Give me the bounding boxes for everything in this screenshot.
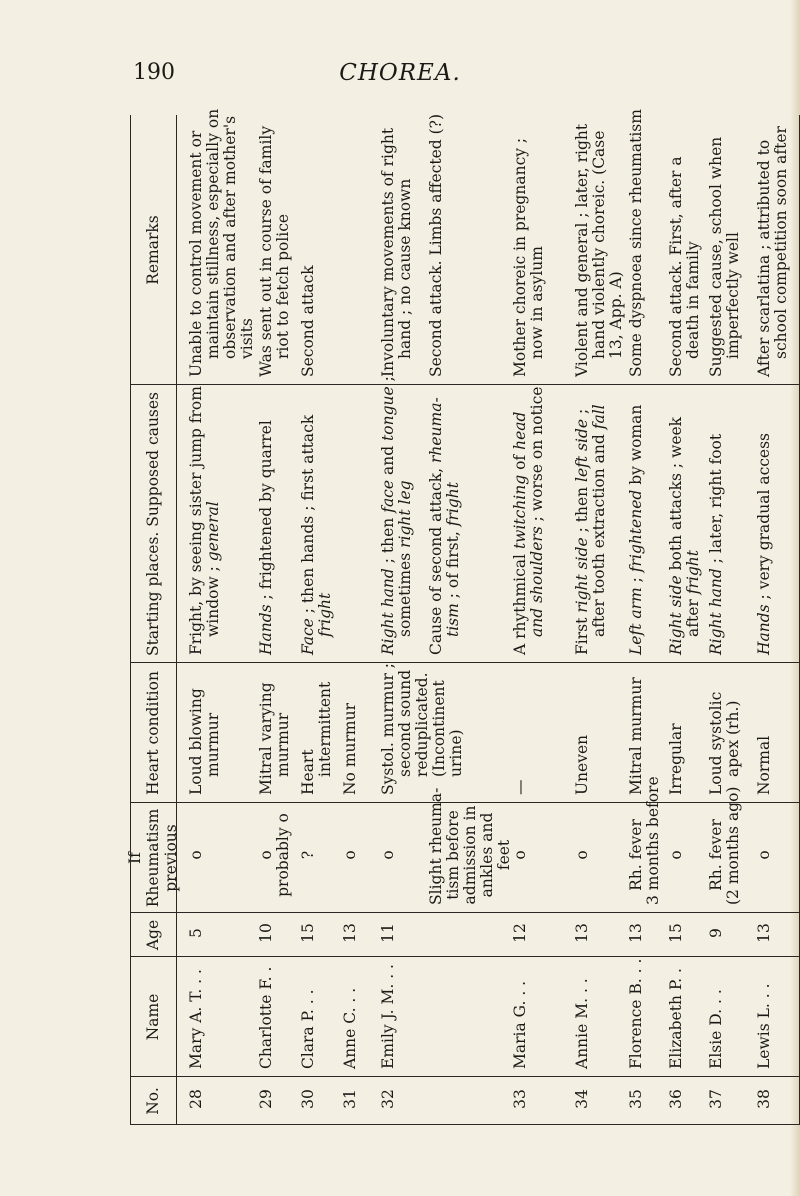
row-2-remarks-line-0: Second attack bbox=[299, 265, 317, 377]
row-2-starting-line-0: Face ; then hands ; first attack bbox=[299, 414, 317, 655]
row-7-starting-line-1: after tooth extraction and fall bbox=[590, 404, 608, 637]
row-3-age: 13 bbox=[341, 923, 359, 943]
row-5-starting-line-0: Cause of second attack, rheuma- bbox=[427, 397, 445, 655]
header-no: No. bbox=[144, 1087, 162, 1115]
row-6-name: Maria G. . . bbox=[511, 980, 529, 1069]
row-1-age: 10 bbox=[257, 923, 275, 943]
rule-col-remarks bbox=[130, 384, 800, 385]
rotated-case-table bbox=[126, 108, 800, 1125]
row-9-starting-line-1: after fright bbox=[684, 550, 702, 637]
row-8-rheum-line-1: 3 months before bbox=[644, 776, 662, 905]
row-6-remarks-line-0: Mother choreic in pregnancy ; bbox=[511, 137, 529, 377]
row-10-name: Elsie D. . . bbox=[707, 989, 725, 1069]
row-11-name: Lewis L. . . bbox=[755, 983, 773, 1069]
row-9-name: Elizabeth P. . bbox=[667, 968, 685, 1069]
row-11-remarks-line-0: After scarlatina ; attributed to bbox=[755, 139, 773, 377]
row-4-heart-line-3: (Incontinent bbox=[430, 680, 448, 777]
row-0-heart-line-1: murmur bbox=[204, 712, 222, 777]
row-7-rheum-line-0: o bbox=[573, 850, 591, 860]
row-2-age: 15 bbox=[299, 923, 317, 943]
running-head: CHOREA. bbox=[339, 60, 461, 86]
header-remarks: Remarks bbox=[144, 215, 162, 285]
header-starting-places: Starting places. Supposed causes bbox=[144, 391, 162, 657]
row-5-starting-line-1: tism ; of first, fright bbox=[444, 482, 462, 637]
row-7-remarks-line-1: hand violently choreic. (Case bbox=[590, 130, 608, 359]
row-5-remarks-line-0: Second attack. Limbs affected (?) bbox=[427, 113, 445, 377]
row-7-heart-line-0: Uneven bbox=[573, 734, 591, 795]
row-8-remarks-line-0: Some dyspnoea since rheumatism bbox=[627, 109, 645, 377]
row-0-no: 28 bbox=[187, 1089, 205, 1109]
row-10-heart-line-0: Loud systolic bbox=[707, 691, 725, 795]
row-0-starting-line-0: Fright, by seeing sister jump from bbox=[187, 386, 205, 655]
row-0-remarks-line-0: Unable to control movement or bbox=[187, 130, 205, 377]
row-5-rheum-line-1: tism before bbox=[444, 810, 462, 900]
row-5-rheum-line-0: Slight rheuma- bbox=[427, 787, 445, 905]
row-0-remarks-line-3: visits bbox=[238, 318, 256, 359]
row-4-remarks-line-0: Involuntary movements of right bbox=[379, 127, 397, 377]
row-9-rheum-line-0: o bbox=[667, 850, 685, 860]
row-2-heart-line-0: Heart bbox=[299, 749, 317, 795]
row-8-rheum-line-0: Rh. fever bbox=[627, 819, 645, 891]
row-4-no: 32 bbox=[379, 1089, 397, 1109]
row-9-remarks-line-1: death in family bbox=[684, 241, 702, 359]
row-4-starting-line-1: sometimes right leg bbox=[396, 480, 414, 637]
row-1-starting-line-0: Hands ; frightened by quarrel bbox=[257, 420, 275, 655]
row-0-remarks-line-1: maintain stillness, especially on bbox=[204, 108, 222, 359]
row-7-age: 13 bbox=[573, 923, 591, 943]
row-4-starting-line-0: Right hand ; then face and tongue ; bbox=[379, 376, 397, 655]
row-8-name: Florence B. . . bbox=[627, 958, 645, 1069]
row-9-no: 36 bbox=[667, 1089, 685, 1109]
row-7-no: 34 bbox=[573, 1089, 591, 1109]
row-1-name: Charlotte F. . bbox=[257, 966, 275, 1069]
row-10-no: 37 bbox=[707, 1089, 725, 1109]
header-rheumatism bbox=[126, 803, 180, 913]
row-9-heart-line-0: Irregular bbox=[667, 723, 685, 795]
row-2-no: 30 bbox=[299, 1089, 317, 1109]
row-0-name: Mary A. T. . . bbox=[187, 969, 205, 1069]
page-number: 190 bbox=[133, 60, 175, 85]
rule-top bbox=[130, 115, 131, 1125]
row-3-no: 31 bbox=[341, 1089, 359, 1109]
row-6-starting-line-0: A rhythmical twitching of head bbox=[511, 411, 529, 655]
row-9-starting-line-0: Right side both attacks ; week bbox=[667, 416, 685, 655]
row-1-rheum-line-1: probably o bbox=[274, 813, 292, 897]
row-8-age: 13 bbox=[627, 923, 645, 943]
row-10-remarks-line-0: Suggested cause, school when bbox=[707, 136, 725, 377]
row-6-rheum-line-0: o bbox=[511, 850, 529, 860]
row-4-age: 11 bbox=[379, 923, 397, 943]
row-2-rheum-line-0: ? bbox=[299, 850, 317, 860]
row-4-heart-line-2: reduplicated. bbox=[413, 672, 431, 777]
row-7-remarks-line-2: 13, App. A) bbox=[607, 271, 625, 359]
row-6-remarks-line-1: now in asylum bbox=[528, 246, 546, 359]
rule-col-starting bbox=[130, 662, 800, 663]
row-6-age: 12 bbox=[511, 923, 529, 943]
row-1-no: 29 bbox=[257, 1089, 275, 1109]
row-10-starting-line-0: Right hand ; later, right foot bbox=[707, 433, 725, 655]
row-4-heart-line-0: Systol. murmur ; bbox=[379, 662, 397, 795]
row-5-rheum-line-3: ankles and bbox=[478, 812, 496, 898]
row-11-age: 13 bbox=[755, 923, 773, 943]
header-heart-condition: Heart condition bbox=[144, 671, 162, 795]
row-4-remarks-line-1: hand ; no cause known bbox=[396, 178, 414, 359]
rule-col-heart bbox=[130, 802, 800, 803]
row-10-remarks-line-1: imperfectly well bbox=[724, 232, 742, 359]
row-4-heart-line-4: urine) bbox=[447, 729, 465, 777]
row-11-no: 38 bbox=[755, 1089, 773, 1109]
row-0-rheum-line-0: o bbox=[187, 850, 205, 860]
row-9-remarks-line-0: Second attack. First, after a bbox=[667, 156, 685, 377]
row-4-heart-line-1: second sound bbox=[396, 669, 414, 777]
row-0-heart-line-0: Loud blowing bbox=[187, 688, 205, 795]
row-9-age: 15 bbox=[667, 923, 685, 943]
row-5-rheum-line-4: feet bbox=[495, 839, 513, 871]
header-rheumatism-line1: If Rheumatism bbox=[126, 808, 162, 908]
header-name: Name bbox=[144, 993, 162, 1041]
row-2-heart-line-1: intermittent bbox=[316, 681, 334, 777]
row-5-rheum-line-2: admission in bbox=[461, 805, 479, 905]
row-3-heart-line-0: No murmur bbox=[341, 702, 359, 795]
row-11-remarks-line-1: school competition soon after bbox=[772, 126, 790, 359]
row-0-starting-line-1: window ; general bbox=[204, 501, 222, 637]
row-11-rheum-line-0: o bbox=[755, 850, 773, 860]
row-4-rheum-line-0: o bbox=[379, 850, 397, 860]
row-11-heart-line-0: Normal bbox=[755, 735, 773, 795]
row-4-name: Emily J. M. . . bbox=[379, 964, 397, 1069]
row-6-starting-line-1: and shoulders ; worse on notice bbox=[528, 386, 546, 637]
row-10-rheum-line-0: Rh. fever bbox=[707, 819, 725, 891]
rule-header bbox=[176, 115, 177, 1125]
row-3-rheum-line-0: o bbox=[341, 850, 359, 860]
row-1-rheum-line-0: o bbox=[257, 850, 275, 860]
row-3-name: Anne C. . . bbox=[341, 987, 359, 1069]
row-8-starting-line-0: Left arm ; frightened by woman bbox=[627, 404, 645, 655]
row-1-heart-line-0: Mitral varying bbox=[257, 682, 275, 795]
row-0-remarks-line-2: observation and after mother's bbox=[221, 115, 239, 359]
row-10-heart-line-1: apex (rh.) bbox=[724, 700, 742, 777]
row-6-no: 33 bbox=[511, 1089, 529, 1109]
row-8-no: 35 bbox=[627, 1089, 645, 1109]
row-2-starting-line-1: fright bbox=[316, 592, 334, 637]
row-7-starting-line-0: First right side ; then left side ; bbox=[573, 408, 591, 655]
row-1-remarks-line-1: riot to fetch police bbox=[274, 213, 292, 359]
row-7-name: Annie M. . . bbox=[573, 978, 591, 1069]
header-rheumatism-line2: previous bbox=[162, 824, 180, 892]
row-10-rheum-line-1: (2 months ago) bbox=[724, 786, 742, 905]
rule-col-name bbox=[130, 1076, 800, 1077]
row-8-heart-line-0: Mitral murmur bbox=[627, 677, 645, 795]
header-age: Age bbox=[144, 919, 162, 951]
rule-col-rheum bbox=[130, 912, 800, 913]
row-6-heart-line-0: — bbox=[511, 779, 529, 795]
row-10-age: 9 bbox=[707, 928, 725, 938]
row-2-name: Clara P. . . bbox=[299, 989, 317, 1069]
row-11-starting-line-0: Hands ; very gradual access bbox=[755, 432, 773, 655]
row-7-remarks-line-0: Violent and general ; later, right bbox=[573, 123, 591, 377]
row-1-remarks-line-0: Was sent out in course of family bbox=[257, 125, 275, 377]
row-0-age: 5 bbox=[187, 928, 205, 938]
rule-col-age bbox=[130, 956, 800, 957]
rule-left bbox=[130, 1124, 800, 1125]
row-1-heart-line-1: murmur bbox=[274, 712, 292, 777]
